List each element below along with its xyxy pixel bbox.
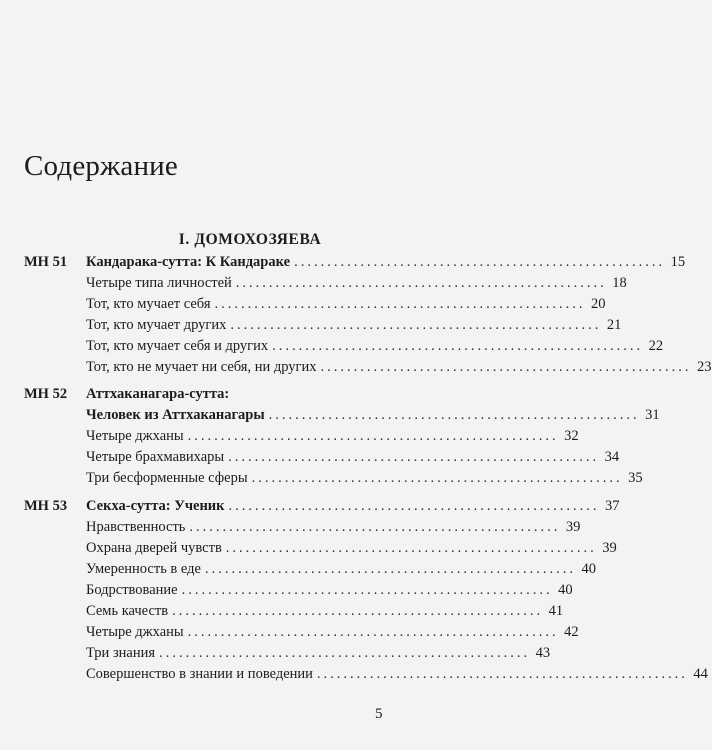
toc-entry-label: Совершенство в знании и поведении — [86, 666, 313, 682]
toc-entry-label: Аттхаканагара-сутта: — [86, 386, 230, 402]
toc-entry[interactable] — [86, 317, 622, 337]
toc-entry[interactable] — [86, 338, 664, 358]
toc-entry-page: 31 — [645, 407, 660, 423]
toc-entry-label: Человек из Аттхаканагары — [86, 407, 265, 423]
toc-entry-page: 42 — [564, 624, 579, 640]
toc-entry-page: 23 — [697, 359, 712, 375]
toc-entry-page: 39 — [565, 519, 581, 535]
leader-dots: ........................................................ — [172, 603, 544, 619]
leader-dots: ........................................................ — [228, 449, 600, 465]
toc-entry[interactable] — [86, 624, 579, 644]
leader-dots: ........................................................ — [189, 519, 561, 535]
sutta-code: МН 52 — [24, 386, 68, 402]
leader-dots: ........................................................ — [272, 338, 644, 354]
toc-entry-label: Четыре джханы — [86, 428, 184, 444]
toc-entry[interactable] — [86, 540, 617, 560]
leader-dots: ........................................................ — [294, 254, 666, 270]
toc-entry-label: Секха-сутта: Ученик — [86, 498, 225, 514]
toc-entry[interactable] — [86, 519, 581, 539]
toc-entry-label: Четыре типа личностей — [86, 275, 232, 291]
toc-entry-page: 35 — [628, 470, 643, 486]
toc-entry[interactable] — [86, 603, 564, 623]
toc-entry-page: 18 — [612, 275, 627, 291]
sutta-code: МН 51 — [24, 254, 68, 270]
toc-entry-label: Тот, кто мучает себя — [86, 296, 211, 312]
toc-entry-page: 32 — [564, 428, 579, 444]
toc-entry-page: 40 — [558, 582, 573, 598]
leader-dots: ........................................................ — [251, 470, 623, 486]
toc-entry[interactable] — [86, 645, 551, 665]
toc-entry[interactable] — [86, 470, 643, 490]
toc-entry-label: Нравственность — [86, 519, 186, 535]
leader-dots: ........................................................ — [187, 624, 559, 640]
toc-entry-page: 21 — [606, 317, 622, 333]
page-title: Содержание — [24, 150, 178, 182]
toc-entry-page: 44 — [693, 666, 708, 682]
leader-dots: ........................................................ — [268, 407, 640, 423]
leader-dots: ........................................................ — [187, 428, 559, 444]
leader-dots: ........................................................ — [181, 582, 553, 598]
leader-dots: ........................................................ — [204, 561, 576, 577]
leader-dots: ........................................................ — [320, 359, 692, 375]
toc-entry-page: 22 — [648, 338, 664, 354]
leader-dots: ........................................................ — [214, 296, 586, 312]
toc-entry-page: 41 — [548, 603, 564, 619]
toc-entry[interactable] — [86, 407, 660, 427]
toc-entry-label: Четыре джханы — [86, 624, 184, 640]
leader-dots: ........................................................ — [228, 498, 600, 514]
toc-entry-page: 37 — [605, 498, 620, 514]
toc-entry-label: Умеренность в еде — [86, 561, 201, 577]
toc-entry-label: Охрана дверей чувств — [86, 540, 222, 556]
leader-dots: ........................................................ — [235, 275, 607, 291]
toc-entry[interactable] — [86, 386, 386, 406]
toc-entry[interactable] — [86, 449, 620, 469]
toc-entry-label: Кандарака-сутта: К Кандараке — [86, 254, 291, 270]
toc-entry-label: Три бесформенные сферы — [86, 470, 248, 486]
toc-entry-label: Тот, кто не мучает ни себя, ни других — [86, 359, 317, 375]
page-number: 5 — [375, 706, 383, 722]
toc-entry-page: 15 — [670, 254, 686, 270]
toc-entry-page: 40 — [581, 561, 596, 577]
toc-entry[interactable] — [86, 275, 627, 295]
part-heading: I. ДОМОХОЗЯЕВА — [178, 231, 322, 248]
leader-dots: ........................................................ — [225, 540, 597, 556]
toc-entry-page: 39 — [602, 540, 617, 556]
toc-entry[interactable] — [86, 359, 712, 379]
toc-entry-page: 43 — [535, 645, 551, 661]
toc-entry-label: Семь качеств — [86, 603, 169, 619]
leader-dots: ........................................................ — [230, 317, 602, 333]
toc-entry-label: Три знания — [86, 645, 156, 661]
toc-entry[interactable] — [86, 561, 596, 581]
toc-entry-label: Четыре брахмавихары — [86, 449, 225, 465]
toc-entry-label: Тот, кто мучает других — [86, 317, 227, 333]
leader-dots: ........................................................ — [316, 666, 688, 682]
leader-dots: ........................................................ — [159, 645, 531, 661]
toc-entry[interactable] — [86, 582, 573, 602]
toc-entry[interactable] — [86, 254, 686, 274]
toc-entry[interactable] — [86, 666, 708, 686]
toc-entry-page: 34 — [604, 449, 620, 465]
toc-entry-page: 20 — [590, 296, 606, 312]
toc-entry[interactable] — [86, 498, 620, 518]
sutta-code: МН 53 — [24, 498, 68, 514]
toc-entry[interactable] — [86, 428, 579, 448]
toc-entry[interactable] — [86, 296, 606, 316]
toc-entry-label: Тот, кто мучает себя и других — [86, 338, 269, 354]
toc-entry-label: Бодрствование — [86, 582, 178, 598]
